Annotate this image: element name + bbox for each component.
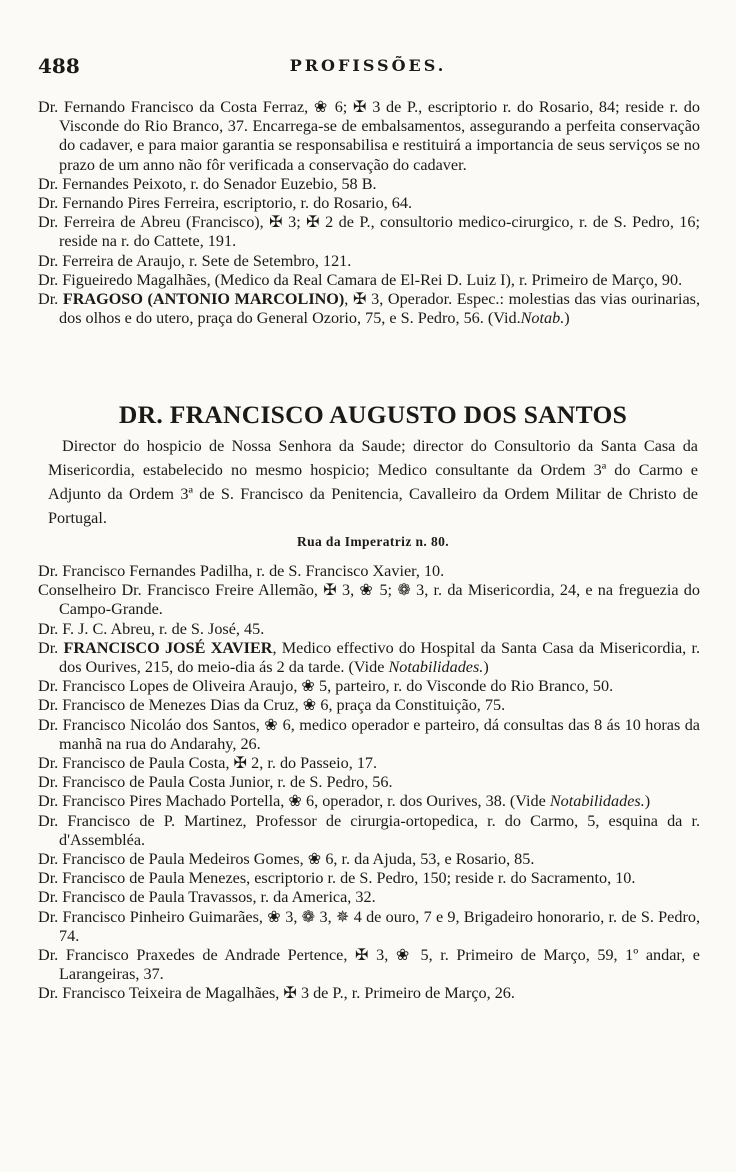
entry-paula-costa-junior: Dr. Francisco de Paula Costa Junior, r. de S. Pedro, 56. bbox=[38, 773, 393, 792]
entry-martinez: Dr. Francisco de P. Martinez, Professor de cirurgia-ortopedica, r. do Carmo, 5, esquina da r. d'Assembléa. bbox=[38, 811, 700, 849]
entry-ferreira-araujo: Dr. Ferreira de Araujo, r. Sete de Setembro, 121. bbox=[38, 251, 352, 270]
entry-pinheiro-guimaraes: Dr. Francisco Pinheiro Guimarães, ❀ 3, ❁ 3, ✵ 4 de ouro, 7 e 9, Brigadeiro honorario, r. de S. Pedro, 74. bbox=[38, 907, 700, 945]
entry-allemao: Conselheiro Dr. Francisco Freire Allemão, ✠ 3, ❀ 5; ❁ 3, r. da Misericordia, 24, e na freguezia do Campo-Grande. bbox=[38, 581, 700, 619]
entry-fernando-ferraz: Dr. Fernando Francisco da Costa Ferraz, ❀ 6; ✠ 3 de P., escriptorio r. do Rosario, 84; reside r. do Visconde do Rio Branco, 37. Encarrega-se de embalsamentos, assegurando a perfeita conservação do cadaver, e para maior garantia se responsabilisa e restituirá a importancia de seus serviços se no prazo de um anno não fôr verificada a conservação do cadaver. bbox=[38, 98, 700, 174]
page-header bbox=[38, 54, 698, 84]
featured-description: Director do hospicio de Nossa Senhora da Saude; director do Consultorio da Santa Casa da Misericordia, estabelecido no mesmo hospicio; Medico consultante da Ordem 3ª do Carmo e Adjunto da Ordem 3ª de S. Francisco da Penitencia, Cavalleiro da Ordem Militar de Christo de Portugal. bbox=[48, 437, 698, 527]
fragoso-prefix: Dr. bbox=[38, 290, 63, 309]
portella-vid: Notabilidades. bbox=[549, 792, 645, 811]
featured-block bbox=[48, 400, 698, 550]
fragoso-close: ) bbox=[564, 309, 570, 328]
running-title: PROFISSÕES. bbox=[289, 56, 447, 75]
entry-fernandes-peixoto: Dr. Fernandes Peixoto, r. do Senador Euzebio, 58 B. bbox=[38, 174, 377, 193]
entry-portella bbox=[38, 792, 700, 811]
entry-ferreira-abreu: Dr. Ferreira de Abreu (Francisco), ✠ 3; ✠ 2 de P., consultorio medico-cirurgico, r. de S. Pedro, 16; reside na r. do Cattete, 191. bbox=[38, 213, 700, 251]
entries-top bbox=[38, 98, 700, 328]
xavier-close: ) bbox=[483, 658, 489, 677]
xavier-name: FRANCISCO JOSÉ XAVIER bbox=[63, 638, 273, 657]
entry-teixeira: Dr. Francisco Teixeira de Magalhães, ✠ 3 de P., r. Primeiro de Março, 26. bbox=[38, 984, 515, 1003]
entry-xavier bbox=[38, 639, 700, 677]
fragoso-name: FRAGOSO (ANTONIO MARCOLINO) bbox=[62, 290, 345, 309]
xavier-rest: , Medico effectivo do Hospital da Santa Casa da Misericordia, r. dos Ourives, 215, do meio-dia ás 2 da tarde. (Vide bbox=[59, 638, 700, 677]
entry-abreu-fjc: Dr. F. J. C. Abreu, r. de S. José, 45. bbox=[38, 619, 265, 638]
entry-padilha: Dr. Francisco Fernandes Padilha, r. de S. Francisco Xavier, 10. bbox=[38, 562, 445, 580]
fragoso-rest: , ✠ 3, Operador. Espec.: molestias das vias ourinarias, dos olhos e do utero, praça do General Ozorio, 75, e S. Pedro, 56. (Vid. bbox=[59, 290, 701, 328]
entry-travassos: Dr. Francisco de Paula Travassos, r. da America, 32. bbox=[38, 888, 376, 907]
entry-medeiros-gomes: Dr. Francisco de Paula Medeiros Gomes, ❀ 6, r. da Ajuda, 53, e Rosario, 85. bbox=[38, 850, 535, 869]
xavier-prefix: Dr. bbox=[38, 638, 64, 657]
portella-text: Dr. Francisco Pires Machado Portella, ❀ 6, operador, r. dos Ourives, 38. (Vide bbox=[38, 792, 550, 811]
xavier-vid: Notabilidades. bbox=[388, 658, 484, 677]
fragoso-vid: Notab. bbox=[520, 309, 565, 328]
entry-paula-menezes: Dr. Francisco de Paula Menezes, escriptorio r. de S. Pedro, 150; reside r. do Sacramento, 10. bbox=[38, 869, 636, 888]
entry-fernando-pires: Dr. Fernando Pires Ferreira, escriptorio, r. do Rosario, 64. bbox=[38, 194, 413, 213]
entry-paula-costa: Dr. Francisco de Paula Costa, ✠ 2, r. do Passeio, 17. bbox=[38, 754, 378, 773]
entries-bottom bbox=[38, 562, 700, 1004]
entry-praxedes: Dr. Francisco Praxedes de Andrade Pertence, ✠ 3, ❀ 5, r. Primeiro de Março, 59, 1º andar, e Larangeiras, 37. bbox=[38, 946, 700, 984]
featured-title: DR. FRANCISCO AUGUSTO DOS SANTOS bbox=[118, 400, 628, 429]
featured-address: Rua da Imperatriz n. 80. bbox=[296, 534, 450, 549]
entry-lopes-araujo: Dr. Francisco Lopes de Oliveira Araujo, ❀ 5, parteiro, r. do Visconde do Rio Branco, 50. bbox=[38, 677, 614, 696]
portella-close: ) bbox=[644, 792, 651, 811]
entry-nicolao: Dr. Francisco Nicoláo dos Santos, ❀ 6, medico operador e parteiro, dá consultas das 8 ás 10 horas da manhã na rua do Andarahy, 26. bbox=[38, 715, 700, 753]
entry-fragoso bbox=[38, 290, 700, 328]
entry-menezes-dias: Dr. Francisco de Menezes Dias da Cruz, ❀ 6, praça da Constituição, 75. bbox=[38, 696, 506, 715]
page-number: 488 bbox=[38, 54, 80, 78]
entry-figueiredo: Dr. Figueiredo Magalhães, (Medico da Real Camara de El-Rei D. Luiz I), r. Primeiro de Março, 90. bbox=[38, 270, 683, 289]
